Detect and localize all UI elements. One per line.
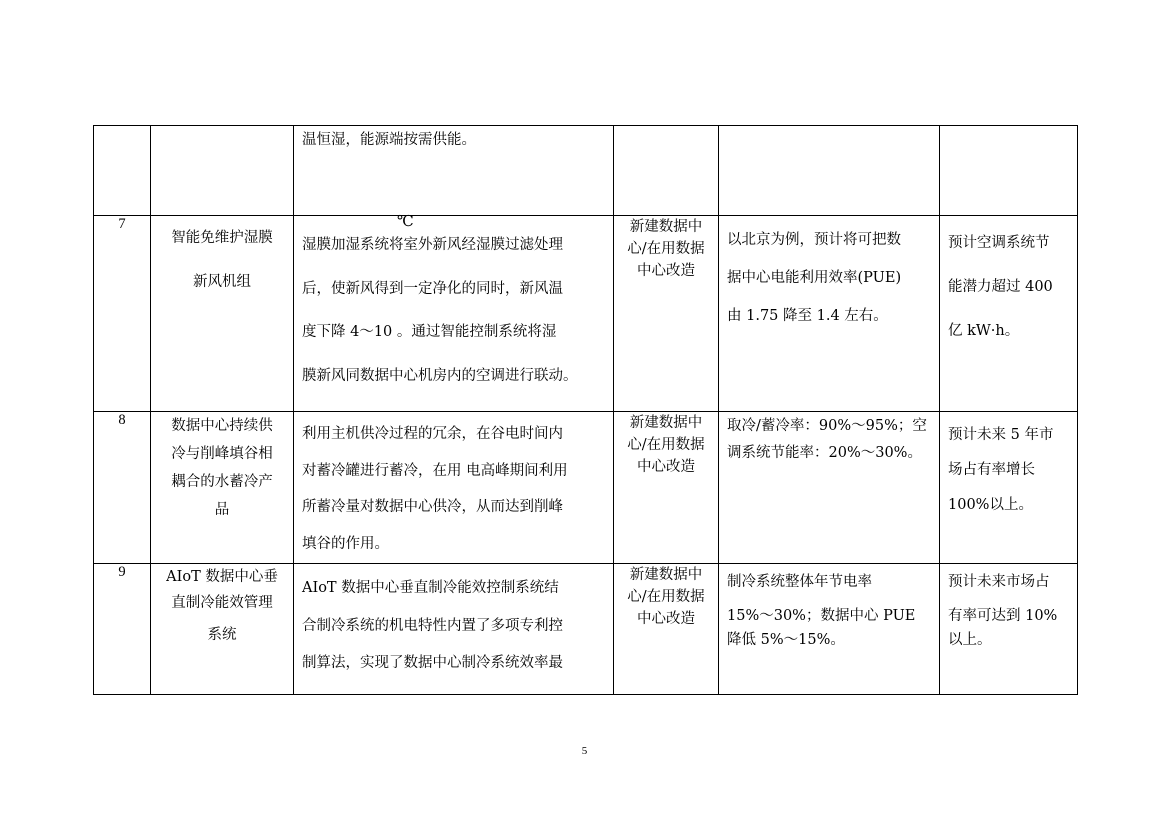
table-row bbox=[94, 564, 1078, 695]
product-name bbox=[151, 126, 294, 216]
description-line: 制算法，实现了数据中心制冷系统效率最 bbox=[302, 655, 563, 671]
efficiency-line: 由 1.75 降至 1.4 左右。 bbox=[727, 308, 888, 324]
product-name-line: 系统 bbox=[207, 627, 237, 643]
description-line: 所蓄冷量对数据中心供冷，从而达到削峰 bbox=[302, 499, 563, 515]
scope-line: 新建数据中 bbox=[629, 415, 703, 431]
market-line: 有率可达到 10% bbox=[948, 608, 1058, 624]
market-line: 预计未来市场占 bbox=[948, 574, 1050, 590]
scope-line: 中心改造 bbox=[637, 459, 695, 475]
description-cell bbox=[294, 126, 614, 216]
product-name bbox=[151, 216, 294, 412]
product-name-line: 新风机组 bbox=[193, 274, 251, 290]
description-line: 填谷的作用。 bbox=[302, 535, 389, 552]
product-name-line: 数据中心持续供 bbox=[171, 418, 273, 434]
scope-line: 心/在用数据 bbox=[627, 589, 705, 605]
description-line: 湿膜加湿系统将室外新风经湿膜过滤处理 bbox=[302, 237, 563, 253]
efficiency-line: 15%～30%；数据中心 PUE bbox=[727, 608, 916, 624]
row-number: 7 bbox=[94, 216, 151, 412]
market-cell bbox=[940, 412, 1078, 564]
market-line: 场占有率增长 bbox=[948, 462, 1035, 478]
efficiency-line: 调系统节能率：20%～30%。 bbox=[727, 445, 922, 461]
efficiency-line: 据中心电能利用效率(PUE) bbox=[727, 270, 902, 286]
market-line: 预计未来 5 年市 bbox=[948, 427, 1054, 443]
product-name bbox=[151, 564, 294, 695]
scope-cell bbox=[614, 216, 719, 412]
scope-line: 新建数据中 bbox=[629, 567, 703, 583]
product-name bbox=[151, 412, 294, 564]
scope-line: 心/在用数据 bbox=[627, 437, 705, 453]
efficiency-cell bbox=[719, 216, 940, 412]
description-cell bbox=[294, 412, 614, 564]
product-name-line: AIoT 数据中心垂 bbox=[166, 569, 278, 585]
description-line: 合制冷系统的机电特性内置了多项专利控 bbox=[302, 617, 563, 634]
product-name-line: 智能免维护湿膜 bbox=[171, 230, 273, 246]
description-cell bbox=[294, 216, 614, 412]
description-line: AIoT 数据中心垂直制冷能效控制系统结 bbox=[302, 580, 559, 596]
scope-cell bbox=[614, 126, 719, 216]
market-cell bbox=[940, 564, 1078, 695]
product-name-line: 耦合的水蓄冷产 bbox=[171, 474, 273, 490]
table-row bbox=[94, 126, 1078, 216]
market-line: 预计空调系统节 bbox=[948, 235, 1050, 251]
efficiency-cell bbox=[719, 564, 940, 695]
description-line: 利用主机供冷过程的冗余，在谷电时间内 bbox=[302, 426, 563, 442]
market-line: 亿 kW·h。 bbox=[948, 323, 1020, 339]
efficiency-line: 制冷系统整体年节电率 bbox=[727, 574, 872, 590]
product-name-line: 直制冷能效管理 bbox=[171, 595, 273, 611]
description-cell bbox=[294, 564, 614, 695]
description-line: 膜新风同数据中心机房内的空调进行联动。 bbox=[302, 367, 578, 384]
scope-line: 新建数据中 bbox=[629, 219, 703, 235]
market-cell bbox=[940, 216, 1078, 412]
scope-line: 中心改造 bbox=[637, 611, 695, 627]
page-number: 5 bbox=[581, 745, 588, 757]
scope-line: 中心改造 bbox=[637, 263, 695, 279]
description-line: 对蓄冷罐进行蓄冷，在用 电高峰期间利用 bbox=[302, 462, 568, 479]
scope-cell bbox=[614, 412, 719, 564]
efficiency-line: 取冷/蓄冷率：90%～95%；空 bbox=[727, 418, 927, 434]
data-table bbox=[93, 125, 1078, 695]
scope-cell bbox=[614, 564, 719, 695]
celsius-symbol: ℃ bbox=[397, 212, 414, 230]
market-line: 以上。 bbox=[948, 632, 992, 648]
description-line: 后，使新风得到一定净化的同时，新风温 bbox=[302, 280, 563, 297]
efficiency-line: 以北京为例，预计将可把数 bbox=[727, 232, 901, 248]
description-line: 度下降 4～10 。通过智能控制系统将湿 bbox=[302, 324, 557, 340]
market-line: 能潜力超过 400 bbox=[948, 279, 1053, 295]
product-name-line: 冷与削峰填谷相 bbox=[171, 446, 273, 462]
row-number: 9 bbox=[94, 564, 151, 695]
efficiency-cell bbox=[719, 412, 940, 564]
product-name-line: 品 bbox=[214, 502, 230, 518]
row-number: 8 bbox=[94, 412, 151, 564]
market-cell bbox=[940, 126, 1078, 216]
efficiency-cell bbox=[719, 126, 940, 216]
scope-line: 心/在用数据 bbox=[627, 241, 705, 257]
market-line: 100%以上。 bbox=[948, 497, 1033, 513]
table-row bbox=[94, 216, 1078, 412]
row-number bbox=[94, 126, 151, 216]
table-row bbox=[94, 412, 1078, 564]
description-line: 温恒湿，能源端按需供能。 bbox=[302, 132, 476, 148]
efficiency-line: 降低 5%～15%。 bbox=[727, 632, 845, 648]
